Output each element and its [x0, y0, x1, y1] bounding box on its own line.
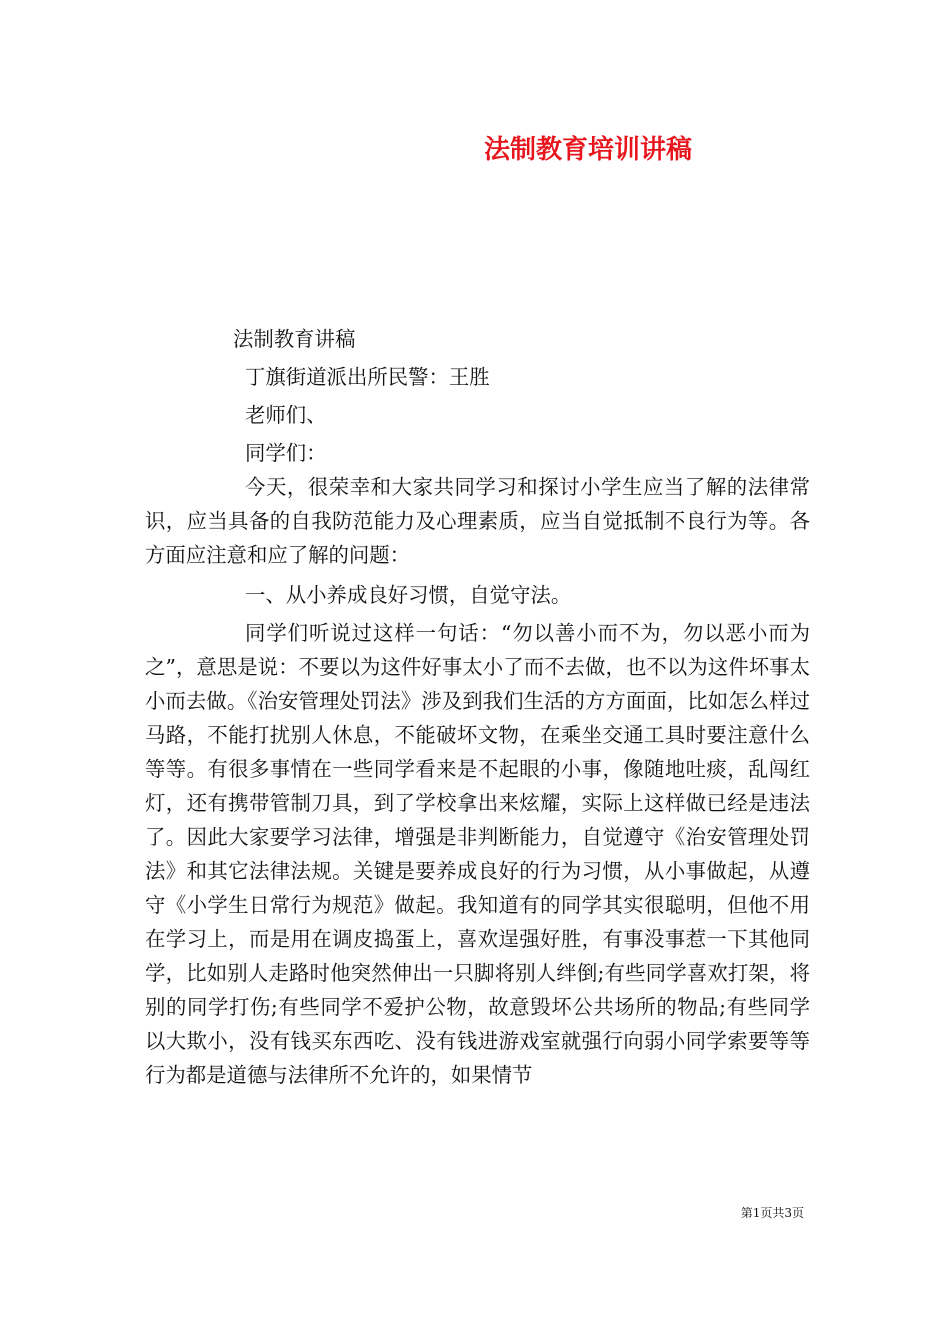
page-footer: 第1页共3页 — [740, 1206, 804, 1220]
document-title: 法制教育培训讲稿 — [483, 135, 692, 165]
speaker-line: 丁旗街道派出所民警：王胜 — [245, 365, 490, 389]
salutation-teachers: 老师们、 — [245, 403, 327, 427]
paragraph-body: 同学们听说过这样一句话：“勿以善小而不为，勿以恶小而为之”，意思是说：不要以为这件好事太小了而不去做，也不以为这件坏事太小而去做。《治安管理处罚法》涉及到我们生活的方方面面，比如怎么样过马路，不能打扰别人休息，不能破坏文物，在乘坐交通工具时要注意什么等等。有很多事情在一些同学看来是不起眼的小事，像随地吐痰，乱闯红灯，还有携带管制刀具，到了学校拿出来炫耀，实际上这样做已经是违法了。因此大家要学习法律，增强是非判断能力，自觉遵守《治安管理处罚法》和其它法律法规。关键是要养成良好的行为习惯，从小事做起，从遵守《小学生日常行为规范》做起。我知道有的同学其实很聪明，但他不用在学习上，而是用在调皮捣蛋上，喜欢逞强好胜，有事没事惹一下其他同学，比如别人走路时他突然伸出一只脚将别人绊倒;有些同学喜欢打架，将别的同学打伤;有些同学不爱护公物，故意毁坏公共场所的物品;有些同学以大欺小，没有钱买东西吃、没有钱进游戏室就强行向弱小同学索要等等行为都是道德与法律所不允许的，如果情节 — [145, 621, 810, 1087]
section-heading-1: 一、从小养成良好习惯，自觉守法。 — [245, 583, 572, 607]
salutation-students: 同学们： — [245, 441, 327, 465]
speech-heading: 法制教育讲稿 — [233, 327, 356, 351]
paragraph-intro: 今天，很荣幸和大家共同学习和探讨小学生应当了解的法律常识，应当具备的自我防范能力及心理素质，应当自觉抵制不良行为等。各方面应注意和应了解的问题： — [145, 475, 810, 567]
